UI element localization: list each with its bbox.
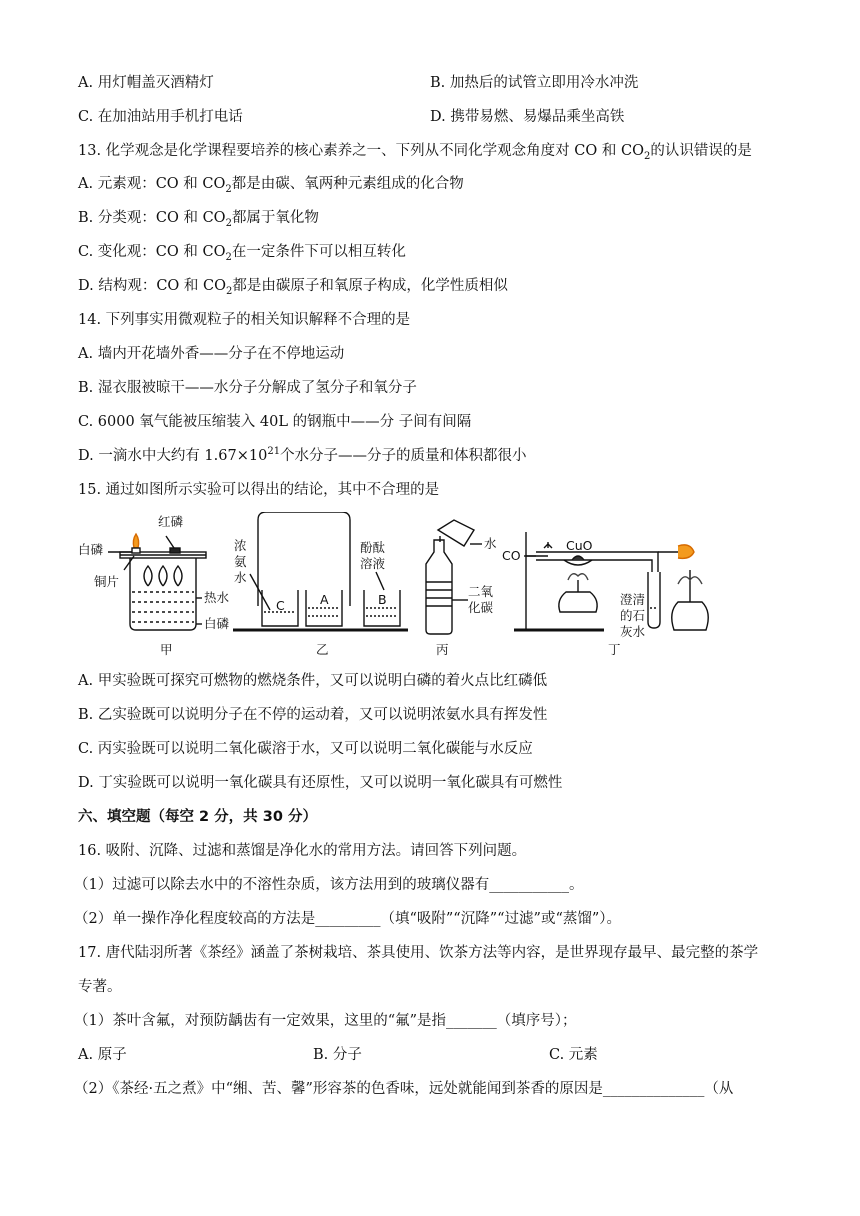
label-eryang: 二氧 — [468, 584, 494, 599]
label-co: CO — [502, 548, 521, 563]
caption-jia: 甲 — [160, 642, 173, 657]
label-an: 氨 — [234, 554, 247, 569]
q15-stem: 15. 通过如图所示实验可以得出的结论，其中不合理的是 — [78, 482, 440, 498]
q13-option-c: C. 变化观：CO 和 $CO_2$在一定条件下可以相互转化 — [78, 244, 406, 263]
experiment-figure — [78, 512, 738, 660]
q14-option-a: A. 墙内开花墙外香——分子在不停地运动 — [78, 346, 345, 362]
q17-option-a: A. 原子 — [78, 1047, 127, 1063]
caption-ding: 丁 — [608, 642, 621, 657]
q14-option-d: D. 一滴水中大约有 $1.67\times 10^{21}$个水分子——分子的质量和体积都很小 — [78, 446, 527, 464]
q13-stem: 13. 化学观念是化学课程要培养的核心素养之一、下列从不同化学观念角度对 CO 和 $CO_2$的认识错误的是 — [78, 143, 752, 162]
label-bailin-2: 白磷 — [204, 616, 230, 631]
label-huatan: 化碳 — [468, 600, 494, 615]
label-shui: 水 — [234, 570, 247, 585]
experiment-ding — [514, 532, 708, 630]
caption-yi: 乙 — [316, 642, 329, 657]
caption-bing: 丙 — [436, 642, 449, 657]
label-huishui: 灰水 — [620, 624, 646, 639]
q13-option-d: D. 结构观：CO 和 $CO_2$都是由碳原子和氧原子构成，化学性质相似 — [78, 278, 508, 297]
q16-part2: （2）单一操作净化程度较高的方法是_________（填“吸附”“沉降”“过滤”或“蒸馏”）。 — [74, 911, 622, 927]
q16-stem: 16. 吸附、沉降、过滤和蒸馏是净化水的常用方法。请回答下列问题。 — [78, 843, 527, 859]
label-reshui: 热水 — [204, 590, 230, 605]
q15-option-b: B. 乙实验既可以说明分子在不停的运动着，又可以说明浓氨水具有挥发性 — [78, 707, 548, 723]
label-rongye: 溶液 — [360, 556, 386, 571]
beaker-b-label: B — [378, 592, 387, 607]
q12-option-a: A. 用灯帽盖灭酒精灯 — [78, 75, 214, 91]
q15-option-d: D. 丁实验既可以说明一氧化碳具有还原性，又可以说明一氧化碳具有可燃性 — [78, 775, 563, 791]
label-cuo: CuO — [566, 538, 593, 553]
q12-option-d: D. 携带易燃、易爆品乘坐高铁 — [430, 109, 625, 125]
label-deshi: 的石 — [620, 608, 646, 623]
q16-part1: （1）过滤可以除去水中的不溶性杂质，该方法用到的玻璃仪器有___________。 — [74, 877, 584, 893]
experiment-bing — [426, 520, 482, 634]
q15-option-a: A. 甲实验既可探究可燃物的燃烧条件，又可以说明白磷的着火点比红磷低 — [78, 673, 548, 689]
label-honglin: 红磷 — [158, 514, 184, 529]
q12-option-c: C. 在加油站用手机打电话 — [78, 109, 243, 125]
label-water: 水 — [484, 536, 497, 551]
q12-option-b: B. 加热后的试管立即用冷水冲洗 — [430, 75, 639, 91]
q17-part1: （1）茶叶含氟，对预防龋齿有一定效果，这里的“氟”是指_______（填序号）； — [74, 1013, 577, 1029]
q17-stem-line1: 17. 唐代陆羽所著《茶经》涵盖了茶树栽培、茶具使用、饮茶方法等内容，是世界现存最早、最完整的茶学 — [78, 945, 759, 961]
q17-stem-line2: 专著。 — [78, 979, 122, 995]
beaker-a-label: A — [320, 592, 329, 607]
label-nong: 浓 — [234, 538, 247, 553]
q17-option-b: B. 分子 — [313, 1047, 362, 1063]
experiment-yi — [233, 512, 408, 630]
q14-stem: 14. 下列事实用微观粒子的相关知识解释不合理的是 — [78, 312, 411, 328]
label-tongpian: 铜片 — [94, 574, 120, 589]
experiment-jia — [108, 534, 206, 630]
q17-option-c: C. 元素 — [549, 1047, 598, 1063]
label-chengqing: 澄清 — [620, 592, 646, 607]
q13-option-a: A. 元素观：CO 和 $CO_2$都是由碳、氧两种元素组成的化合物 — [78, 176, 464, 195]
label-fenzhi: 酚酞 — [360, 540, 386, 555]
q13-option-b: B. 分类观：CO 和 $CO_2$都属于氧化物 — [78, 210, 319, 229]
label-bailin: 白磷 — [78, 542, 104, 557]
q15-option-c: C. 丙实验既可以说明二氧化碳溶于水，又可以说明二氧化碳能与水反应 — [78, 741, 533, 757]
beaker-c-label: C — [276, 598, 285, 613]
q14-option-c: C. 6000 氧气能被压缩装入 40L 的钢瓶中——分 子间有间隔 — [78, 414, 472, 430]
q17-part2: （2）《茶经·五之煮》中“缃、苦、馨”形容茶的色香味，远处就能闻到茶香的原因是______________（从 — [74, 1081, 734, 1097]
section-6-title: 六、填空题（每空 2 分，共 30 分） — [78, 809, 317, 825]
q14-option-b: B. 湿衣服被晾干——水分子分解成了氢分子和氧分子 — [78, 380, 417, 396]
